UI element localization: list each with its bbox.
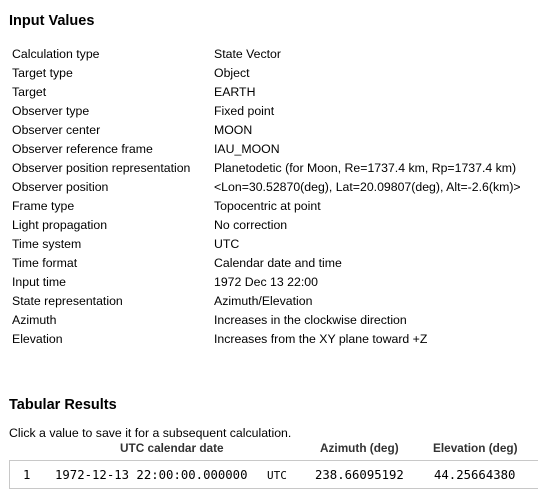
input-label: Frame type	[12, 199, 75, 213]
input-label: Elevation	[12, 332, 63, 346]
input-row	[12, 178, 521, 197]
input-values-table	[12, 45, 521, 349]
input-value: <Lon=30.52870(deg), Lat=20.09807(deg), Alt=-2.6(km)>	[214, 180, 521, 194]
input-row	[12, 159, 521, 178]
input-row	[12, 45, 521, 64]
input-row	[12, 330, 521, 349]
input-value: Increases in the clockwise direction	[214, 313, 407, 327]
input-row	[12, 64, 521, 83]
input-value: Topocentric at point	[214, 199, 321, 213]
input-row	[12, 140, 521, 159]
input-row	[12, 235, 521, 254]
input-value: Fixed point	[214, 104, 275, 118]
column-header-elevation: Elevation (deg)	[433, 441, 518, 455]
column-header-azimuth: Azimuth (deg)	[320, 441, 399, 455]
input-label: Observer position representation	[12, 161, 191, 175]
result-row[interactable]	[9, 460, 538, 489]
save-value-note: Click a value to save it for a subsequent calculation.	[9, 426, 292, 440]
column-header-utc-date: UTC calendar date	[120, 441, 224, 455]
input-value: 1972 Dec 13 22:00	[214, 275, 318, 289]
input-label: Observer reference frame	[12, 142, 153, 156]
input-label: Light propagation	[12, 218, 108, 232]
input-label: Time system	[12, 237, 82, 251]
input-value: Increases from the XY plane toward +Z	[214, 332, 428, 346]
input-row	[12, 102, 521, 121]
input-value: Azimuth/Elevation	[214, 294, 313, 308]
input-label: Target type	[12, 66, 73, 80]
result-row-index: 1	[23, 468, 31, 482]
result-elevation-value[interactable]: 44.25664380	[434, 468, 516, 482]
input-value: Calendar date and time	[214, 256, 342, 270]
result-timezone: UTC	[267, 469, 287, 482]
input-value: UTC	[214, 237, 240, 251]
input-row	[12, 311, 521, 330]
input-label: State representation	[12, 294, 123, 308]
input-label: Observer center	[12, 123, 101, 137]
input-row	[12, 197, 521, 216]
input-value: State Vector	[214, 47, 281, 61]
input-value: Planetodetic (for Moon, Re=1737.4 km, Rp=1737.4 km)	[214, 161, 517, 175]
input-row	[12, 254, 521, 273]
input-label: Input time	[12, 275, 66, 289]
input-row	[12, 121, 521, 140]
tabular-results-heading: Tabular Results	[9, 397, 117, 413]
input-values-heading: Input Values	[9, 13, 95, 29]
result-date-value[interactable]: 1972-12-13 22:00:00.000000	[55, 468, 248, 482]
input-row	[12, 83, 521, 102]
input-row	[12, 292, 521, 311]
input-label: Observer type	[12, 104, 90, 118]
input-label: Calculation type	[12, 47, 100, 61]
input-label: Azimuth	[12, 313, 57, 327]
input-value: IAU_MOON	[214, 142, 280, 156]
input-value: Object	[214, 66, 250, 80]
input-label: Target	[12, 85, 47, 99]
input-value: No correction	[214, 218, 288, 232]
input-value: EARTH	[214, 85, 256, 99]
input-row	[12, 216, 521, 235]
input-label: Time format	[12, 256, 78, 270]
input-label: Observer position	[12, 180, 109, 194]
input-value: MOON	[214, 123, 253, 137]
result-azimuth-value[interactable]: 238.66095192	[315, 468, 404, 482]
input-row	[12, 273, 521, 292]
